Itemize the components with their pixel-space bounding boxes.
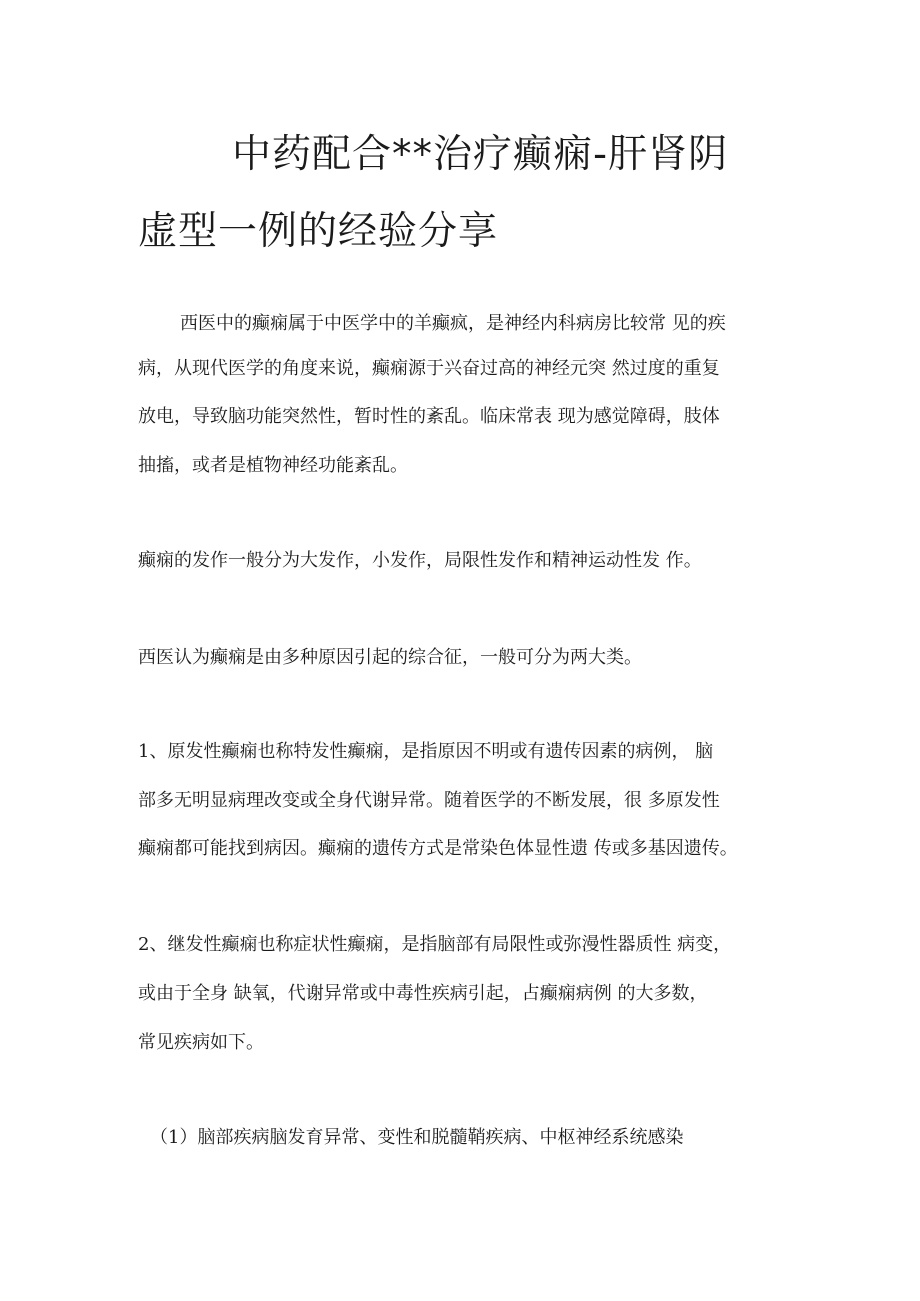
paragraph-5-line: 2、继发性癫痫也称症状性癫痫，是指脑部有局限性或弥漫性器质性 病变， xyxy=(138,934,732,955)
paragraph-2: 癫痫的发作一般分为大发作，小发作，局限性发作和精神运动性发 作。 xyxy=(138,550,702,571)
paragraph-5-line: 或由于全身 缺氧，代谢异常或中毒性疾病引起，占癫痫病例 的大多数， xyxy=(138,983,708,1004)
paragraph-1-line: 抽搐，或者是植物神经功能紊乱。 xyxy=(138,455,408,476)
paragraph-1-line: 放电，导致脑功能突然性，暂时性的紊乱。临床常表 现为感觉障碍，肢体 xyxy=(138,406,720,427)
document-title-line-1: 中药配合**治疗癫痫-肝肾阴 xyxy=(232,132,729,177)
paragraph-3: 西医认为癫痫是由多种原因引起的综合征，一般可分为两大类。 xyxy=(138,647,642,668)
paragraph-4-line: 1、原发性癫痫也称特发性癫痫，是指原因不明或有遗传因素的病例， 脑 xyxy=(138,741,714,762)
paragraph-5-line: 常见疾病如下。 xyxy=(138,1032,264,1053)
paragraph-6: （1）脑部疾病脑发育异常、变性和脱髓鞘疾病、中枢神经系统感染 xyxy=(150,1127,684,1148)
paragraph-4-line: 癫痫都可能找到病因。癫痫的遗传方式是常染色体显性遗 传或多基因遗传。 xyxy=(138,838,738,859)
paragraph-1-line: 西医中的癫痫属于中医学中的羊癫疯，是神经内科病房比较常 见的疾 xyxy=(180,313,726,334)
document-title-line-2: 虚型一例的经验分享 xyxy=(138,209,499,254)
paragraph-4-line: 部多无明显病理改变或全身代谢异常。随着医学的不断发展，很 多原发性 xyxy=(138,790,720,811)
paragraph-1-line: 病，从现代医学的角度来说，癫痫源于兴奋过高的神经元突 然过度的重复 xyxy=(138,358,720,379)
